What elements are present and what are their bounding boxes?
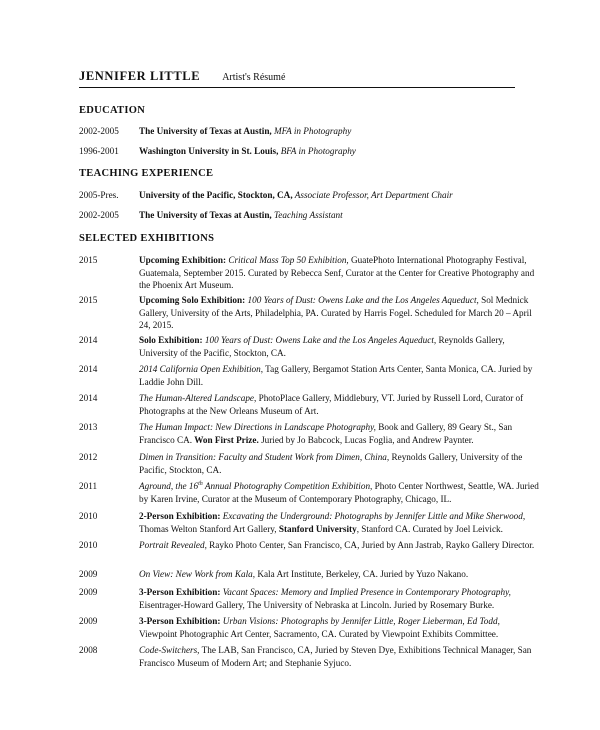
entry-date: 2009	[79, 587, 98, 597]
entry-date: 2005-Pres.	[79, 190, 119, 200]
entry-date: 2010	[79, 511, 98, 521]
entry-description: Aground, the 16th Annual Photography Competition Exhibition, Photo Center Northwest, Seattle, WA. Juried by Karen Irvine, Curator at the Museum of Contemporary Photography, Chicago, IL.	[139, 480, 539, 504]
entry-date: 2014	[79, 393, 98, 403]
entry-description: 2-Person Exhibition: Excavating the Underground: Photographs by Jennifer Little and Mike Sherwood, Thomas Welton Stanford Art Gallery, Stanford University, Stanford CA. Curated by Joel Leivick.	[139, 511, 526, 534]
section-heading-exhibitions: SELECTED EXHIBITIONS	[79, 233, 215, 244]
entry-description: 2014 California Open Exhibition, Tag Gallery, Bergamot Station Arts Center, Santa Monica, CA. Juried by Laddie John Dill.	[139, 364, 533, 387]
entry-description: Portrait Revealed, Rayko Photo Center, San Francisco, CA, Juried by Ann Jastrab, Rayko Gallery Director.	[139, 540, 535, 550]
entry-date: 2012	[79, 452, 98, 462]
entry-date: 2014	[79, 335, 98, 345]
entry-description: The Human-Altered Landscape, PhotoPlace Gallery, Middlebury, VT. Juried by Russell Lord, Curator of Photographs at the New Orleans Museum of Art.	[139, 393, 524, 416]
entry-description: The University of Texas at Austin, MFA in Photography	[139, 126, 352, 136]
entry-description: 3-Person Exhibition: Vacant Spaces: Memory and Implied Presence in Contemporary Photography, Eisentrager-Howard Gallery, The University of Nebraska at Lincoln. Juried by Rosemary Burke.	[139, 587, 511, 610]
entry-description: University of the Pacific, Stockton, CA, Associate Professor, Art Department Chair	[139, 190, 453, 200]
entry-date: 2002-2005	[79, 210, 119, 220]
entry-date: 2013	[79, 422, 98, 432]
entry-date: 2010	[79, 540, 98, 550]
entry-description: Upcoming Exhibition: Critical Mass Top 50 Exhibition, GuatePhoto International Photography Festival, Guatemala, September 2015. Curated by Rebecca Senf, Curator at the Center for Creative Photography and the Phoenix Art Museum.	[139, 255, 535, 291]
entry-date: 2008	[79, 645, 98, 655]
entry-description: The University of Texas at Austin, Teaching Assistant	[139, 210, 343, 220]
entry-description: Solo Exhibition: 100 Years of Dust: Owens Lake and the Los Angeles Aqueduct, Reynolds Gallery, University of the Pacific, Stockton, CA.	[139, 335, 505, 358]
entry-description: The Human Impact: New Directions in Landscape Photography, Book and Gallery, 89 Geary St., San Francisco CA. Won First Prize. Juried by Jo Babcock, Lucas Foglia, and Andrew Paynter.	[139, 422, 513, 445]
entry-description: Washington University in St. Louis, BFA in Photography	[139, 146, 356, 156]
entry-date: 2015	[79, 255, 98, 265]
header-rule	[79, 87, 515, 88]
entry-date: 2014	[79, 364, 98, 374]
entry-date: 2015	[79, 295, 98, 305]
entry-date: 2009	[79, 616, 98, 626]
entry-description: 3-Person Exhibition: Urban Visions: Photographs by Jennifer Little, Roger Lieberman, Ed Todd, Viewpoint Photographic Art Center, Sacramento, CA. Curated by Viewpoint Exhibits Committee.	[139, 616, 500, 639]
section-heading-teaching: TEACHING EXPERIENCE	[79, 168, 214, 179]
entry-date: 2009	[79, 569, 98, 579]
entry-date: 1996-2001	[79, 146, 119, 156]
resume-subtitle: Artist's Résumé	[222, 72, 286, 83]
entry-description: On View: New Work from Kala, Kala Art Institute, Berkeley, CA. Juried by Yuzo Nakano.	[139, 569, 469, 579]
entry-description: Code-Switchers, The LAB, San Francisco, CA, Juried by Steven Dye, Exhibitions Technical Manager, San Francisco Museum of Modern Art; and Stephanie Syjuco.	[139, 645, 532, 668]
artist-name: JENNIFER LITTLE	[79, 69, 201, 83]
entry-description: Dimen in Transition: Faculty and Student Work from Dimen, China, Reynolds Gallery, University of the Pacific, Stockton, CA.	[139, 452, 523, 475]
entry-description: Upcoming Solo Exhibition: 100 Years of Dust: Owens Lake and the Los Angeles Aqueduct, Sol Mednick Gallery, University of the Arts, Philadelphia, PA. Curated by Harris Fogel. Scheduled for March 20 – April 24, 2015.	[139, 295, 532, 331]
section-heading-education: EDUCATION	[79, 105, 146, 116]
resume-header	[79, 69, 285, 84]
entry-date: 2011	[79, 481, 98, 491]
entry-date: 2002-2005	[79, 126, 119, 136]
